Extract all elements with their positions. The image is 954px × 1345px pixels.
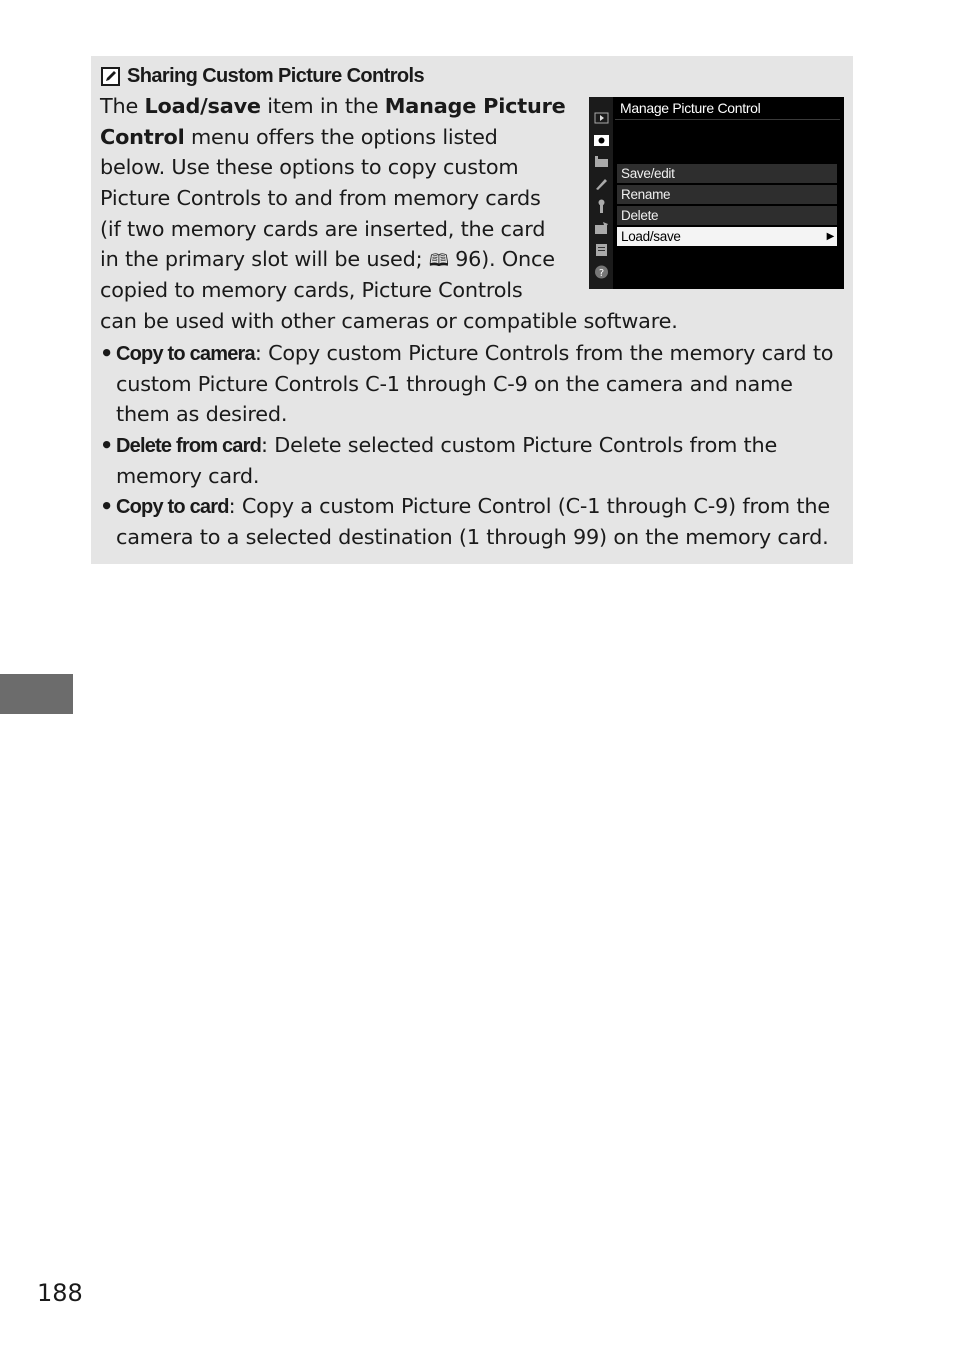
- book-icon: 🕮: [428, 251, 449, 272]
- menu-item-delete[interactable]: Delete: [617, 206, 837, 225]
- movie-icon: [594, 155, 609, 169]
- menu-item-ref: Load/save: [144, 94, 261, 118]
- menu-item-load-save[interactable]: Load/save ▶: [617, 227, 837, 246]
- screen-title: Manage Picture Control: [620, 100, 761, 116]
- list-item: • Delete from card: Delete selected custom Picture Controls from the memory card.: [100, 433, 778, 488]
- menu-item-rename[interactable]: Rename: [617, 185, 837, 204]
- pencil-icon: [594, 177, 609, 191]
- chapter-tab: [0, 674, 73, 714]
- wrench-icon: [594, 199, 609, 213]
- list-item: • Copy to card: Copy a custom Picture Control (C-1 through C-9) from the camera to a selected destination (1 through 99) on the memory card.: [100, 494, 830, 550]
- camera-icon: [594, 133, 609, 147]
- my-menu-icon: [594, 243, 609, 257]
- screen-sidebar: [589, 97, 613, 289]
- playback-icon: [594, 111, 609, 125]
- bullet-list: [100, 338, 850, 553]
- menu-item-save-edit[interactable]: Save/edit: [617, 164, 837, 183]
- note-intro: The Load/save item in the Manage Picture Control menu offers the options listed below. Use these options to copy custom Picture Controls to and from memory cards (if two memory cards are inserted, the card in the primary slot will be used; 🕮 96). Once copied to memory cards, Picture Controls can be used with other cameras or compatible software.: [100, 94, 678, 333]
- help-icon: [594, 265, 609, 279]
- retouch-icon: [594, 221, 609, 235]
- note-title-text: Sharing Custom Picture Controls: [127, 64, 424, 87]
- camera-screen: [589, 97, 844, 289]
- divider: [615, 119, 840, 120]
- list-item: • Copy to camera: Copy custom Picture Controls from the memory card to custom Picture Controls C-1 through C-9 on the camera and name them as desired.: [100, 341, 834, 427]
- chevron-right-icon: ▶: [826, 231, 834, 242]
- note-title: [101, 63, 424, 89]
- menu-name-ref: Manage Picture: [384, 94, 566, 118]
- pencil-icon: [101, 67, 120, 86]
- svg-text:?: ?: [598, 268, 605, 279]
- page-number: 188: [37, 1279, 83, 1307]
